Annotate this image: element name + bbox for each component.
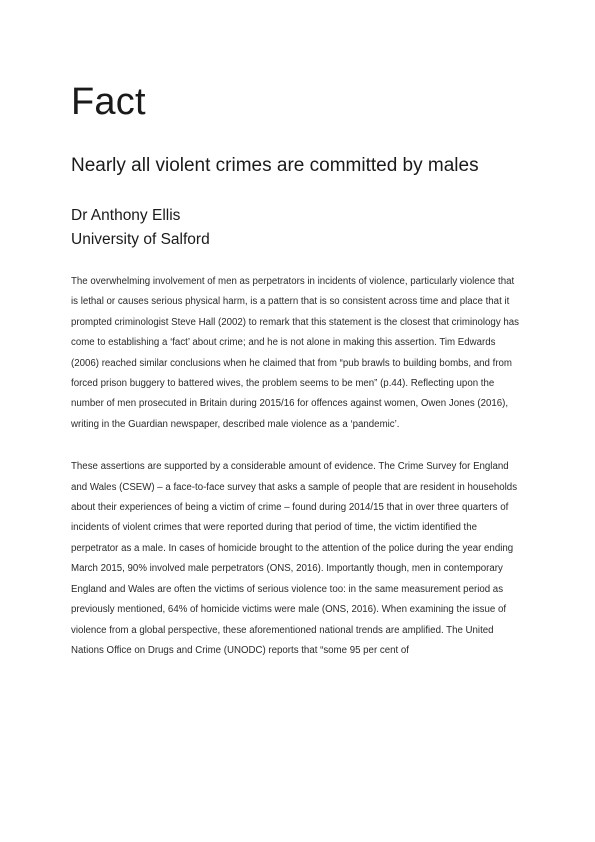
body-paragraph-2: These assertions are supported by a considerable amount of evidence. The Crime Survey for England and Wales (CSEW) – a face-to-face survey that asks a sample of people that are resident in households about their experiences of being a victim of crime – found during 2014/15 that in over three quarters of incidents of violent crimes that were reported during that period of time, the victim identified the perpetrator as a male. In cases of homicide brought to the attention of the police during the year ending March 2015, 90% involved male perpetrators (ONS, 2016). Importantly though, men in contemporary England and Wales are often the victims of serious violence too: in the same measurement period as previously mentioned, 64% of homicide victims were male (ONS, 2016). When examining the issue of violence from a global perspective, these aforementioned national trends are amplified. The United Nations Office on Drugs and Crime (UNODC) reports that “some 95 per cent of xyxy=(71,461,518,656)
author-name: Dr Anthony Ellis xyxy=(71,207,181,224)
document-subtitle: Nearly all violent crimes are committed by males xyxy=(71,155,479,176)
document-title: Fact xyxy=(71,81,146,123)
author-block xyxy=(71,204,210,252)
document-body xyxy=(71,272,523,683)
body-paragraph-1: The overwhelming involvement of men as perpetrators in incidents of violence, particularly violence that is lethal or causes serious physical harm, is a pattern that is so consistent across time and place that it prompted criminologist Steve Hall (2002) to remark that this statement is the closest that criminology has come to establishing a ‘fact’ about crime; and he is not alone in making this assertion. Tim Edwards (2006) reached similar conclusions when he claimed that from “pub brawls to building bombs, and from forced prison buggery to battered wives, the problem seems to be men” (p.44). Reflecting upon the number of men prosecuted in Britain during 2015/16 for offences against women, Owen Jones (2016), writing in the Guardian newspaper, described male violence as a ‘pandemic’. xyxy=(71,276,519,430)
author-affiliation: University of Salford xyxy=(71,231,210,248)
